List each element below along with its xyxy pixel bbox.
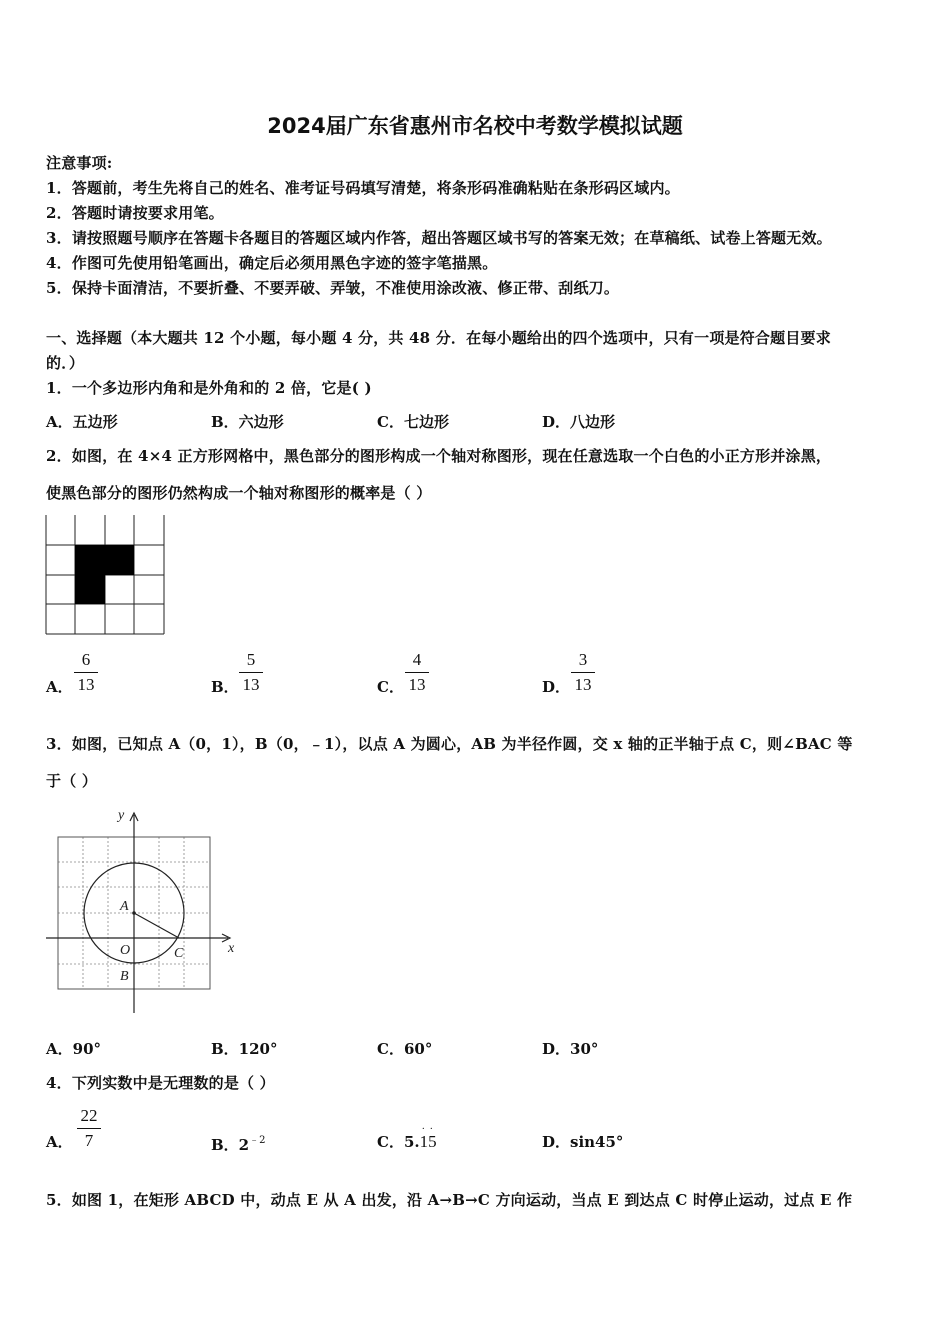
q5-stem: 5．如图 1，在矩形 ABCD 中，动点 E 从 A 出发，沿 A→B→C 方向运动，当点 E 到达点 C 时停止运动，过点 E 作	[46, 1191, 853, 1209]
point-label-c: C	[174, 946, 184, 961]
q2-option-d[interactable]: D．	[542, 678, 571, 696]
q3-circle-figure	[42, 805, 242, 1020]
q4-option-b-base: B．2	[211, 1136, 250, 1154]
fraction-bar	[405, 672, 429, 673]
notice-item: 3．请按照题号顺序在答题卡各题目的答题区域内作答，超出答题区域书写的答案无效；在草稿纸、试卷上答题无效。	[46, 229, 832, 247]
point-label-b: B	[120, 969, 129, 984]
q2-option-c[interactable]: C．	[377, 678, 404, 696]
q1-option-b[interactable]: B．六边形	[211, 413, 284, 431]
point-label-o: O	[120, 943, 131, 958]
repeating-digits: 15	[419, 1132, 437, 1151]
q2-grid-figure	[44, 514, 168, 638]
fraction-numerator: 4	[412, 650, 422, 669]
q3-stem: 3．如图，已知点 A（0，1），B（0，﹣1），以点 A 为圆心，AB 为半径作圆，交 x 轴的正半轴于点 C，则∠BAC 等	[46, 735, 853, 753]
q4-option-c-label: C．5.	[377, 1133, 420, 1151]
repeat-dot-icon: ·	[429, 1124, 433, 1135]
fraction-bar	[239, 672, 263, 673]
q2-option-a[interactable]: A．	[46, 678, 73, 696]
q4-option-a-fraction	[77, 1106, 101, 1151]
notice-item: 4．作图可先使用铅笔画出，确定后必须用黑色字迹的签字笔描黑。	[46, 254, 498, 272]
q3-option-c[interactable]: C．60°	[377, 1040, 433, 1058]
q2-option-a-fraction	[74, 650, 98, 695]
q4-option-b-exponent: ﹣2	[249, 1135, 266, 1146]
q2-option-b[interactable]: B．	[211, 678, 239, 696]
q2-option-d-fraction	[571, 650, 595, 695]
q4-option-a[interactable]: A．	[46, 1133, 73, 1151]
fraction-bar	[74, 672, 98, 673]
q3-stem-cont: 于（ ）	[46, 772, 98, 790]
q4-option-c[interactable]	[377, 1124, 437, 1152]
notice-item: 5．保持卡面清洁，不要折叠、不要弄破、弄皱，不准使用涂改液、修正带、刮纸刀。	[46, 279, 620, 297]
fraction-numerator: 22	[80, 1106, 98, 1125]
q4-stem: 4．下列实数中是无理数的是（ ）	[46, 1074, 275, 1092]
fraction-denominator: 13	[77, 675, 95, 694]
q3-option-a[interactable]: A．90°	[46, 1040, 102, 1058]
page-title: 2024届广东省惠州市名校中考数学模拟试题	[267, 114, 683, 138]
notice-item: 1．答题前，考生先将自己的姓名、准考证号码填写清楚，将条形码准确粘贴在条形码区域内。	[46, 179, 680, 197]
notice-heading: 注意事项:	[46, 154, 113, 172]
q2-stem: 2．如图，在 4×4 正方形网格中，黑色部分的图形构成一个轴对称图形，现在任意选取一个白色的小正方形并涂黑，	[46, 447, 832, 465]
point-label-a: A	[120, 899, 129, 914]
q3-option-b[interactable]: B．120°	[211, 1040, 278, 1058]
q2-option-b-fraction	[239, 650, 263, 695]
repeat-dot-icon: ·	[421, 1124, 425, 1135]
q4-option-c-repeating	[419, 1124, 437, 1151]
axis-label-x: x	[228, 941, 235, 956]
q2-option-c-fraction	[405, 650, 429, 695]
fraction-denominator: 13	[242, 675, 260, 694]
fraction-bar	[77, 1128, 101, 1129]
fraction-numerator: 3	[578, 650, 588, 669]
axis-label-y: y	[118, 808, 125, 823]
fraction-bar	[571, 672, 595, 673]
fraction-denominator: 7	[84, 1131, 94, 1150]
fraction-denominator: 13	[574, 675, 592, 694]
q4-option-d[interactable]: D．sin45°	[542, 1133, 624, 1151]
q1-option-c[interactable]: C．七边形	[377, 413, 449, 431]
q1-option-a[interactable]: A．五边形	[46, 413, 118, 431]
fraction-denominator: 13	[408, 675, 426, 694]
q2-stem-cont: 使黑色部分的图形仍然构成一个轴对称图形的概率是（ ）	[46, 484, 432, 502]
q1-option-d[interactable]: D．八边形	[542, 413, 616, 431]
notice-item: 2．答题时请按要求用笔。	[46, 204, 224, 222]
q4-option-b[interactable]	[211, 1131, 266, 1155]
section-heading-cont: 的．）	[46, 354, 85, 372]
q1-stem: 1．一个多边形内角和是外角和的 2 倍，它是( )	[46, 379, 372, 397]
q3-option-d[interactable]: D．30°	[542, 1040, 599, 1058]
section-heading: 一、选择题（本大题共 12 个小题，每小题 4 分，共 48 分．在每小题给出的四个选项中，只有一项是符合题目要求	[46, 329, 831, 347]
fraction-numerator: 6	[81, 650, 91, 669]
fraction-numerator: 5	[246, 650, 256, 669]
